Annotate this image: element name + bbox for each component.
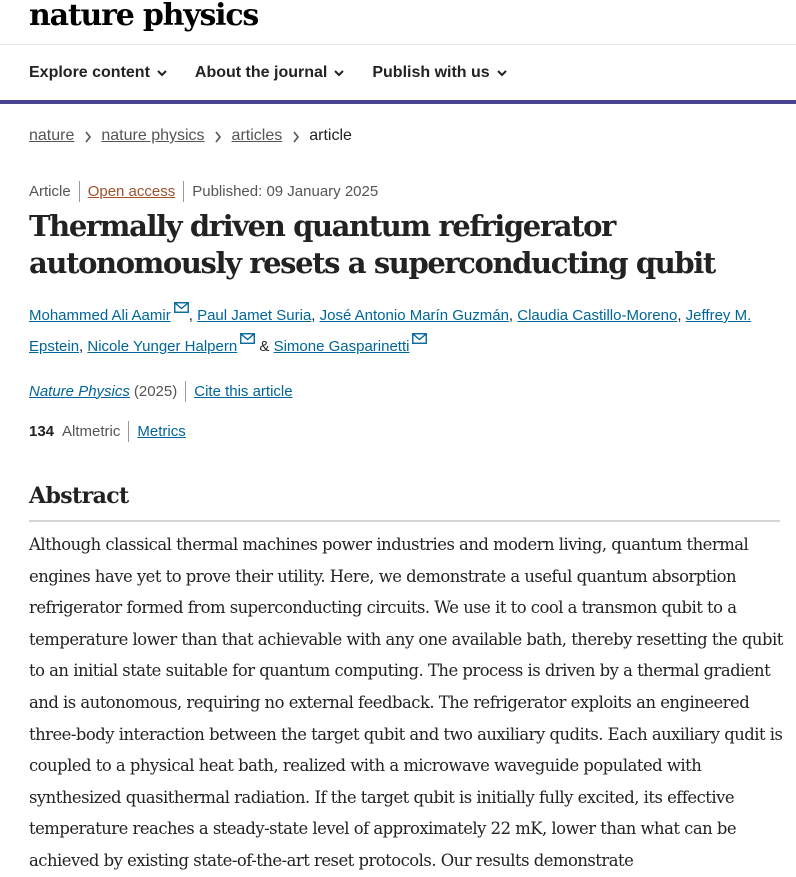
article-type: Article	[29, 182, 71, 200]
chevron-right-icon	[282, 125, 309, 147]
header-divider	[0, 44, 796, 45]
separator-ampersand: &	[259, 338, 270, 355]
chevron-down-icon	[156, 67, 168, 79]
nav-publish[interactable]	[372, 62, 507, 84]
breadcrumb-nature-physics[interactable]: nature physics	[101, 127, 205, 144]
chevron-right-icon	[205, 125, 232, 147]
separator-comma: ,	[508, 307, 514, 324]
abstract-text: Although classical thermal machines power industries and modern living, quantum thermal engines have yet to prove their utility. Here, we demonstrate a useful quantum absorption refrigerator formed from superconducting circuits. We use it to cool a transmon qubit to a temperature lower than that achievable with any one available bath, thereby resetting the qubit to an initial state suitable for quantum computing. The process is driven by a thermal gradient and is autonomous, requiring no external feedback. The refrigerator exploits an engineered three-body interaction between the target qubit and two auxiliary qudits. Each auxiliary qudit is coupled to a physical heat bath, realized with a microwave waveguide populated with synthesized quasithermal radiation. If the target qubit is initially fully excited, its effective temperature reaches a steady-state level of approximately 22 mK, lower than what can be achieved by existing state-of-the-art reset protocols. Our results demonstrate	[29, 535, 783, 870]
publication-year: (2025)	[133, 382, 178, 400]
separator-comma: ,	[188, 307, 193, 324]
separator-comma: ,	[677, 307, 682, 324]
nav-about-journal[interactable]	[195, 62, 345, 84]
separator-comma: ,	[311, 307, 316, 324]
breadcrumb	[29, 125, 352, 147]
author-link[interactable]: José Antonio Marín Guzmán	[319, 307, 509, 324]
envelope-icon[interactable]	[240, 333, 255, 344]
article-meta	[29, 181, 378, 202]
article-title: Thermally driven quantum refrigerator autonomously resets a superconducting qubit	[29, 209, 715, 280]
author-link[interactable]: Paul Jamet Suria	[197, 307, 312, 324]
separator-comma: ,	[79, 338, 84, 355]
chevron-right-icon	[74, 125, 101, 147]
author-link[interactable]: Claudia Castillo-Moreno	[517, 307, 678, 324]
published-date: Published: 09 January 2025	[192, 182, 379, 200]
breadcrumb-current: article	[309, 127, 352, 144]
altmetric-label: Altmetric	[62, 422, 121, 440]
author-link[interactable]: Jeffrey M. Epstein	[29, 307, 752, 355]
cite-article-link[interactable]: Cite this article	[194, 382, 293, 400]
nav-label: Publish with us	[372, 64, 490, 81]
metrics-line	[29, 421, 186, 442]
author-list	[29, 300, 777, 362]
envelope-icon[interactable]	[174, 302, 189, 313]
metrics-link[interactable]: Metrics	[137, 422, 186, 440]
abstract-divider	[29, 520, 780, 522]
main-nav	[29, 62, 508, 84]
accent-bar	[0, 100, 796, 104]
meta-divider	[79, 181, 80, 202]
author-link[interactable]: Simone Gasparinetti	[273, 338, 410, 355]
envelope-icon[interactable]	[412, 333, 427, 344]
nav-explore-content[interactable]	[29, 62, 168, 84]
breadcrumb-articles[interactable]: articles	[231, 127, 283, 144]
metrics-divider	[128, 421, 129, 442]
meta-divider	[183, 181, 184, 202]
altmetric-count: 134	[29, 422, 55, 440]
chevron-down-icon	[496, 67, 508, 79]
author-link[interactable]: Mohammed Ali Aamir	[29, 307, 171, 324]
author-link[interactable]: Nicole Yunger Halpern	[87, 338, 238, 355]
abstract-heading: Abstract	[29, 483, 129, 509]
breadcrumb-nature[interactable]: nature	[29, 127, 75, 144]
journal-link[interactable]: Nature Physics	[29, 382, 130, 400]
journal-logo[interactable]: nature physics	[29, 0, 259, 33]
nav-label: About the journal	[194, 64, 328, 81]
chevron-down-icon	[333, 67, 345, 79]
nav-label: Explore content	[29, 64, 150, 81]
open-access-link[interactable]: Open access	[87, 182, 176, 200]
citation-line	[29, 381, 293, 402]
citation-divider	[185, 381, 186, 402]
